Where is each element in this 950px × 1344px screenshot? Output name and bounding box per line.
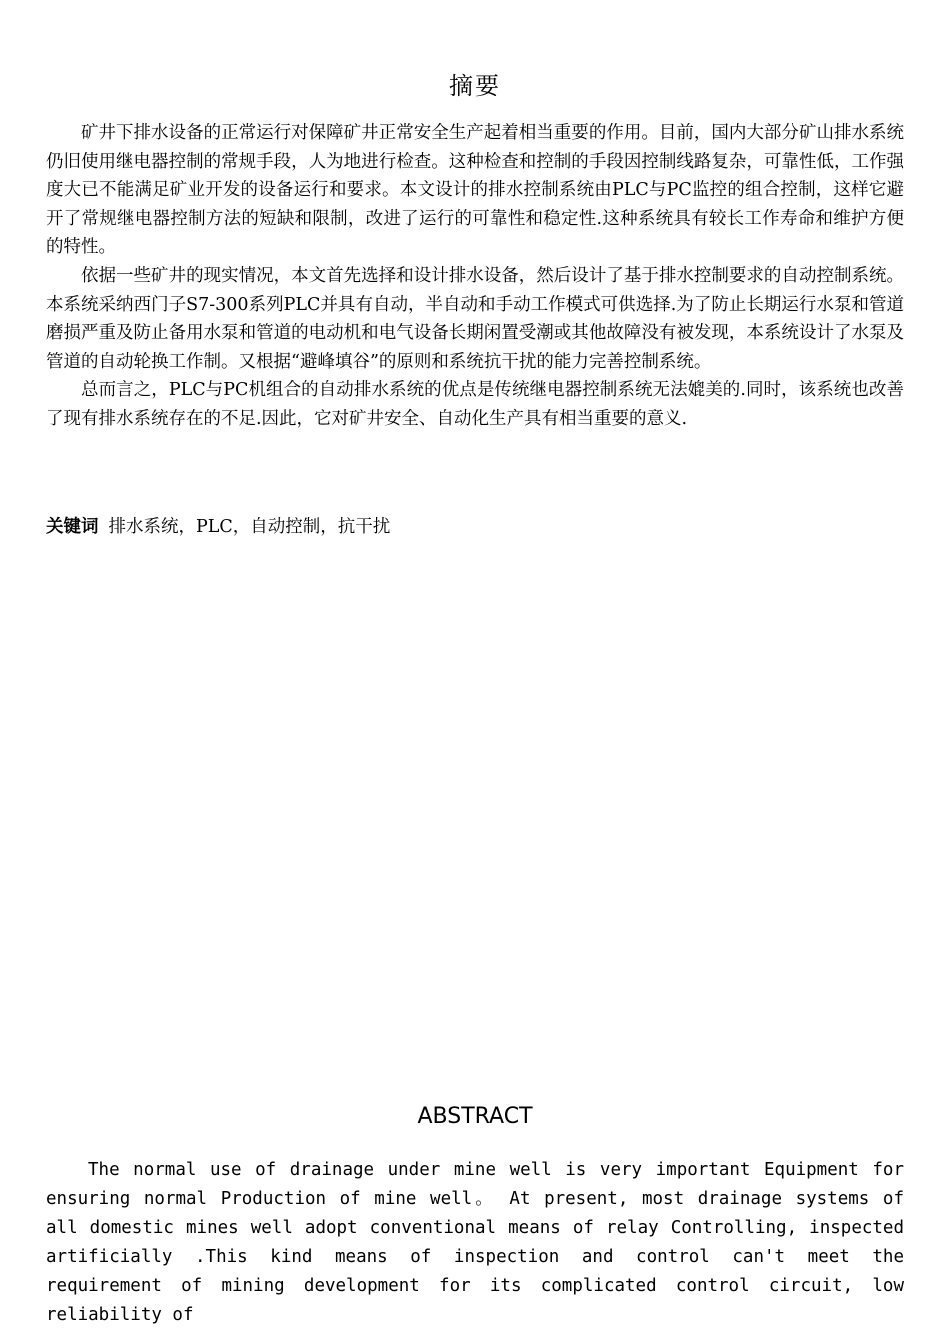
keywords-line bbox=[46, 513, 904, 541]
english-abstract-title: ABSTRACT bbox=[417, 1104, 533, 1129]
keywords-text: 排水系统，PLC，自动控制，抗干扰 bbox=[108, 517, 391, 537]
english-abstract-body bbox=[46, 1156, 904, 1330]
chinese-abstract-title: 摘要 bbox=[449, 72, 501, 100]
chinese-abstract-paragraph-3: 总而言之，PLC与PC机组合的自动排水系统的优点是传统继电器控制系统无法媲美的.同时，该系统也改善了现有排水系统存在的不足.因此，它对矿井安全、自动化生产具有相当重要的意义. bbox=[46, 380, 904, 429]
english-abstract-paragraph-1: The normal use of drainage under mine well is very important Equipment for ensuring normal Production of mine well。 At present, most drainage systems of all domestic mines well adopt conventional means of relay Controlling, inspected artificially .This kind means of inspection and control can't meet the requirement of mining development for its complicated control circuit, low reliability of bbox=[46, 1160, 904, 1325]
chinese-abstract-body bbox=[46, 119, 904, 434]
keywords-label: 关键词 bbox=[46, 517, 99, 537]
chinese-abstract-paragraph-2: 依据一些矿井的现实情况，本文首先选择和设计排水设备，然后设计了基于排水控制要求的自动控制系统。本系统采纳西门子S7-300系列PLC并具有自动，半自动和手动工作模式可供选择.为了防止长期运行水泵和管道磨损严重及防止备用水泵和管道的电动机和电气设备长期闲置受潮或其他故障没有被发现，本系统设计了水泵及管道的自动轮换工作制。又根据“避峰填谷”的原则和系统抗干扰的能力完善控制系统。 bbox=[46, 265, 904, 372]
chinese-abstract-paragraph-1: 矿井下排水设备的正常运行对保障矿井正常安全生产起着相当重要的作用。目前，国内大部分矿山排水系统仍旧使用继电器控制的常规手段，人为地进行检查。这种检查和控制的手段因控制线路复杂，可靠性低，工作强度大已不能满足矿业开发的设备运行和要求。本文设计的排水控制系统由PLC与PC监控的组合控制，这样它避开了常规继电器控制方法的短缺和限制，改进了运行的可靠性和稳定性.这种系统具有较长工作寿命和维护方便的特性。 bbox=[46, 123, 904, 258]
